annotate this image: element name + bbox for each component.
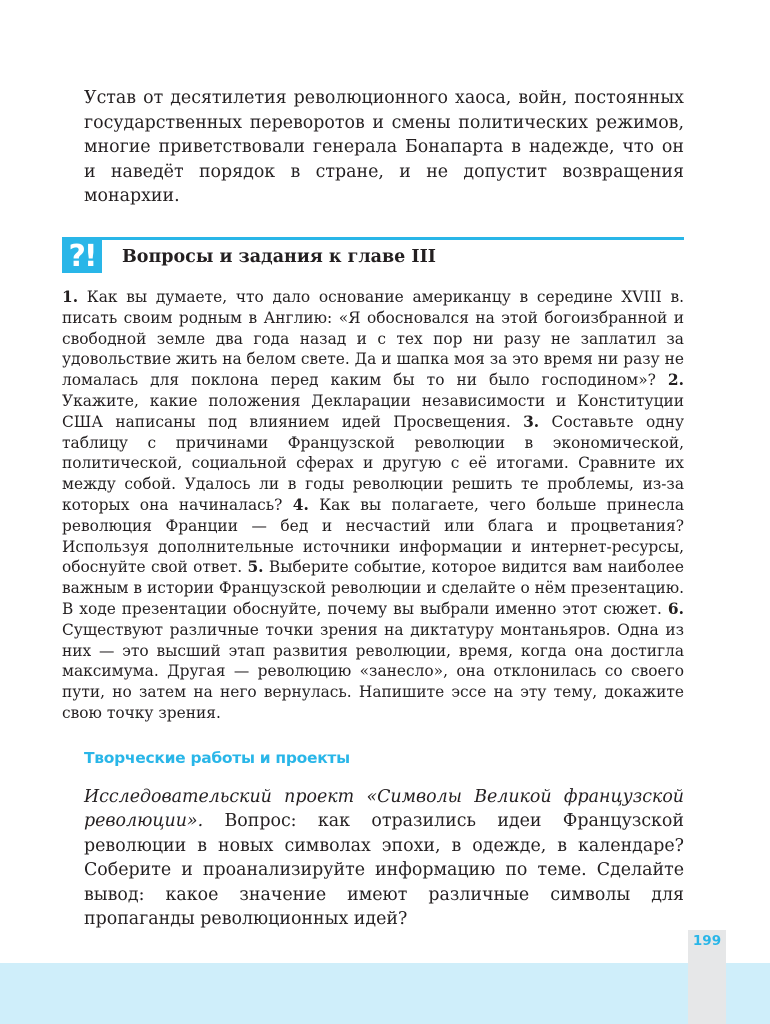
question-text: Составьте одну таблицу с причинами Французской революции в экономической, политической, социальной сферах и другую с её итогами. Сравните их между собой. Удалось ли в годы революции решить те проблемы, из-за которых она начиналась? — [62, 412, 685, 514]
project-text: Вопрос: как отразились идеи Французской революции в новых символах эпохи, в одежде, в календаре? Соберите и проанализируйте информацию по теме. Сделайте вывод: какое значение имеют различные символы для пропаганды революционных идей? — [84, 811, 684, 930]
question-number: 6. — [667, 599, 684, 618]
creative-works-title: Творческие работы и проекты — [84, 749, 350, 767]
intro-paragraph — [84, 86, 684, 209]
question-number: 4. — [292, 495, 309, 514]
question-text: Укажите, какие положения Декларации независимости и Конституции США написаны под влиянием идей Просвещения. — [62, 391, 684, 431]
question-text: Существуют различные точки зрения на диктатуру монтаньяров. Одна из них — это высший этап развития революции, время, когда она достигла максимума. Другая — революцию «занесло», она отклонилась со своего пути, но затем на него вернулась. Напишите эссе на эту тему, докажите свою точку зрения. — [62, 620, 684, 722]
question-text: Как вы думаете, что дало основание американцу в середине XVIII в. писать своим родным в Англию: «Я обосновался на этой богоизбранной и свободной земле два года назад и с тех пор ни разу не заплатил за удовольствие жить на белом свете. Да и шапка моя за это время ни разу не ломалась для поклона перед каким бы то ни было господином»? — [62, 288, 684, 390]
footer-band — [0, 963, 770, 1024]
intro-text: Устав от десятилетия революционного хаоса, войн, постоянных государственных переворотов и смены политических режимов, многие приветствовали генерала Бонапарта в надежде, что он и наведёт порядок в стране, и не допустит возвращения монархии. — [84, 88, 684, 207]
header-rule — [62, 237, 684, 240]
project-paragraph — [84, 785, 684, 931]
questions-title: Вопросы и задания к главе III — [122, 247, 436, 267]
question-number: 2. — [667, 371, 684, 390]
questions-list — [62, 287, 684, 724]
question-text: Как вы полагаете, чего больше принесла революция Франции — бед и несчастий или блага и процветания? Используя дополнительные источники информации и интернет-ресурсы, обоснуйте свой ответ. — [62, 495, 684, 577]
questions-header — [62, 237, 684, 273]
page-number: 199 — [692, 933, 722, 949]
question-text: Выберите событие, которое видится вам наиболее важным в истории Французской революции и сделайте о нём презентацию. В ходе презентации обоснуйте, почему вы выбрали именно этот сюжет. — [62, 558, 684, 618]
question-number: 5. — [247, 558, 264, 577]
question-number: 1. — [62, 288, 79, 306]
question-exclamation-icon: ?! — [62, 240, 102, 273]
project-title: Исследовательский проект «Символы Великой французской революции». — [84, 787, 684, 832]
question-number: 3. — [523, 412, 540, 431]
